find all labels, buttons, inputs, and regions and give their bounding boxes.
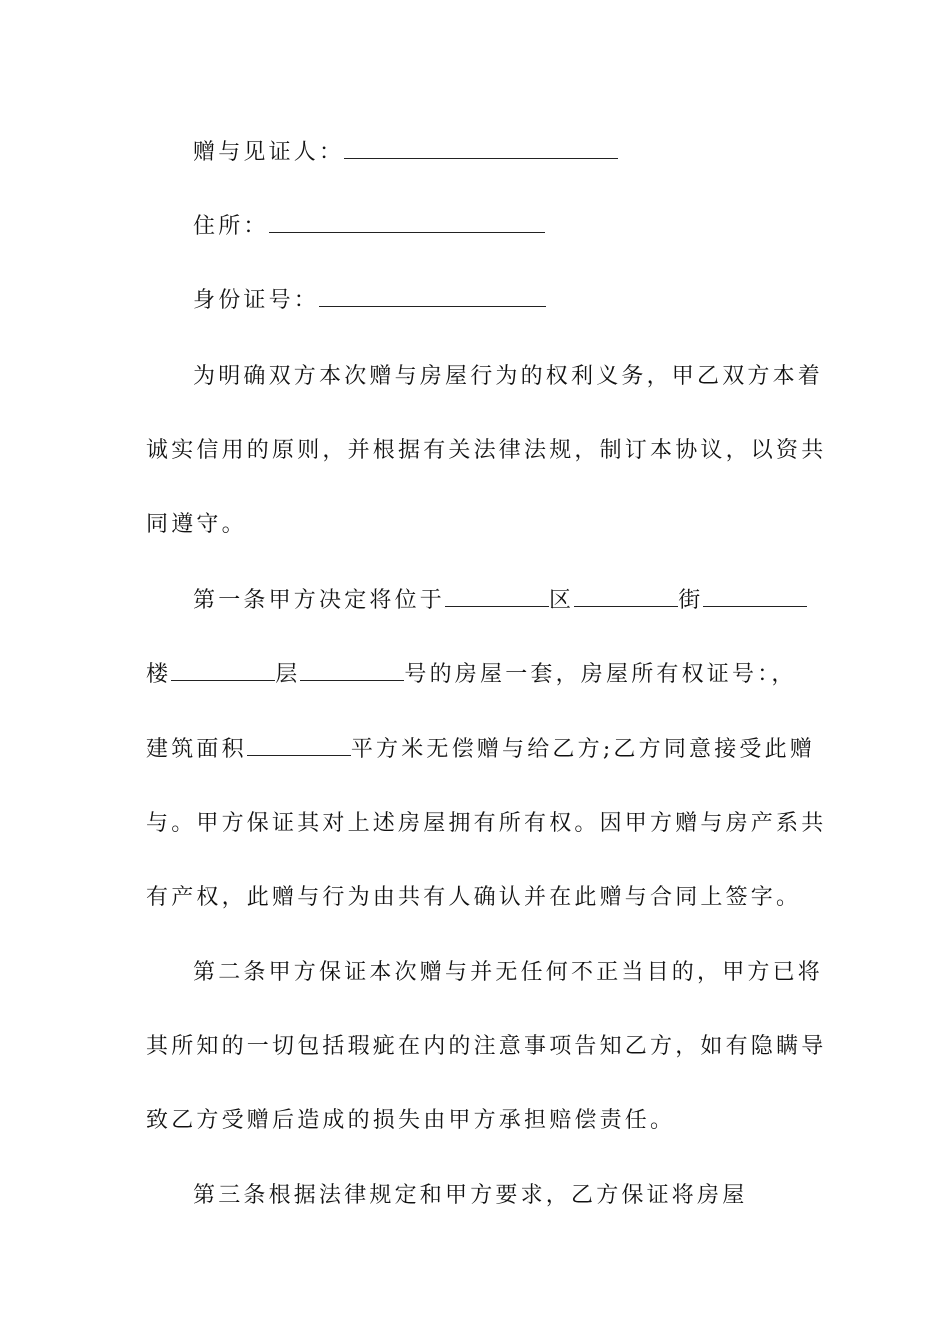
witness-address-label: 住所： bbox=[193, 214, 269, 239]
article1-line-5: 有产权，此赠与行为由共有人确认并在此赠与合同上签字。 bbox=[146, 885, 802, 910]
street-blank bbox=[574, 588, 678, 607]
preamble-line-3: 同遵守。 bbox=[146, 512, 247, 537]
witness-name-blank bbox=[344, 140, 618, 159]
witness-name-line bbox=[193, 138, 863, 168]
article1-l3-text-a: 建筑面积 bbox=[146, 737, 247, 762]
witness-id-blank bbox=[319, 288, 546, 307]
article1-l3-text-b: 平方米无偿赠与给乙方;乙方同意接受此赠 bbox=[350, 737, 816, 762]
article1-line-1 bbox=[193, 586, 863, 616]
article1-l2-text-b: 层 bbox=[275, 662, 301, 687]
witness-address-line bbox=[193, 212, 863, 242]
unit-number-blank bbox=[300, 662, 404, 681]
witness-id-line bbox=[193, 286, 863, 316]
preamble-line-2: 诚实信用的原则，并根据有关法律法规，制订本协议，以资共 bbox=[146, 438, 827, 463]
article1-line-3 bbox=[146, 735, 816, 765]
district-blank bbox=[445, 588, 549, 607]
article1-l1-text-a: 第一条甲方决定将位于 bbox=[193, 588, 446, 613]
article2-line-1: 第二条甲方保证本次赠与并无任何不正当目的，甲方已将 bbox=[193, 960, 824, 985]
article2-line-3: 致乙方受赠后造成的损失由甲方承担赔偿责任。 bbox=[146, 1108, 676, 1133]
floor-blank bbox=[171, 662, 275, 681]
article1-l1-text-c: 街 bbox=[678, 588, 704, 613]
article1-l2-text-a: 楼 bbox=[146, 662, 172, 687]
article1-line-2 bbox=[146, 660, 816, 690]
building-blank bbox=[703, 588, 807, 607]
area-blank bbox=[247, 737, 351, 756]
article1-l2-text-c: 号的房屋一套，房屋所有权证号：， bbox=[404, 662, 797, 687]
witness-id-label: 身份证号： bbox=[193, 288, 320, 313]
article2-line-2: 其所知的一切包括瑕疵在内的注意事项告知乙方，如有隐瞒导 bbox=[146, 1034, 827, 1059]
article1-line-4: 与。甲方保证其对上述房屋拥有所有权。因甲方赠与房产系共 bbox=[146, 811, 827, 836]
article1-l1-text-b: 区 bbox=[549, 588, 575, 613]
witness-address-blank bbox=[269, 214, 545, 233]
preamble-line-1: 为明确双方本次赠与房屋行为的权利义务，甲乙双方本着 bbox=[193, 364, 824, 389]
witness-name-label: 赠与见证人： bbox=[193, 140, 345, 165]
article3-line-1: 第三条根据法律规定和甲方要求，乙方保证将房屋 bbox=[193, 1183, 748, 1208]
